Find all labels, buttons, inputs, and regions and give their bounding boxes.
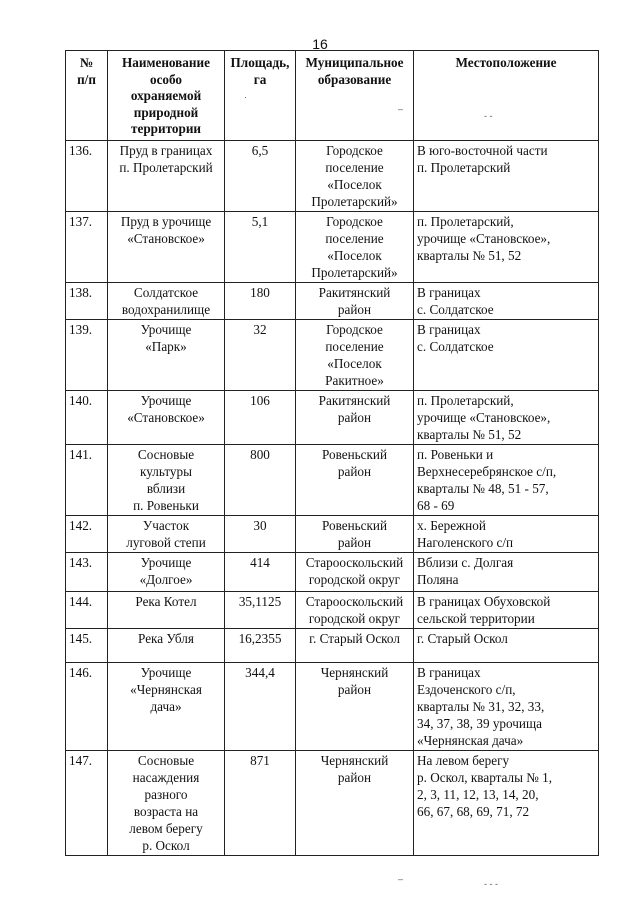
table-row: [66, 592, 599, 629]
cell-location: п. Ровеньки и Верхнесеребрянское с/п, кварталы № 48, 51 - 57, 68 - 69: [414, 445, 599, 516]
cell-location: В границах Обуховской сельской территории: [414, 592, 599, 629]
cell-location: х. Бережной Наголенского с/п: [414, 516, 599, 553]
cell-name: Сосновые культуры вблизи п. Ровеньки: [108, 445, 225, 516]
cell-municipality: Старооскольский городской округ: [296, 592, 414, 629]
cell-location: п. Пролетарский, урочище «Становское», кварталы № 51, 52: [414, 212, 599, 283]
header-municipality: Муниципальное образование: [296, 51, 414, 141]
cell-municipality: Ровеньский район: [296, 516, 414, 553]
cell-location: В юго-восточной части п. Пролетарский: [414, 141, 599, 212]
header-num: № п/п: [66, 51, 108, 141]
header-location: Местоположение: [414, 51, 599, 141]
cell-area: 344,4: [225, 663, 296, 751]
cell-name: Река Убля: [108, 629, 225, 663]
table-row: [66, 516, 599, 553]
cell-num: 147.: [66, 751, 108, 856]
table-row: [66, 212, 599, 283]
cell-area: 5,1: [225, 212, 296, 283]
cell-name: Урочище «Долгое»: [108, 553, 225, 592]
scan-mark: ·: [244, 92, 247, 102]
cell-num: 136.: [66, 141, 108, 212]
table-row: [66, 391, 599, 445]
cell-municipality: Городское поселение «Поселок Ракитное»: [296, 320, 414, 391]
cell-num: 137.: [66, 212, 108, 283]
cell-area: 106: [225, 391, 296, 445]
cell-municipality: Ракитянский район: [296, 391, 414, 445]
cell-num: 140.: [66, 391, 108, 445]
cell-area: 800: [225, 445, 296, 516]
header-name: Наименование особо охраняемой природной территории: [108, 51, 225, 141]
cell-num: 143.: [66, 553, 108, 592]
cell-name: Урочище «Парк»: [108, 320, 225, 391]
cell-municipality: Ракитянский район: [296, 283, 414, 320]
scan-mark: –: [398, 874, 404, 884]
cell-municipality: Старооскольский городской округ: [296, 553, 414, 592]
cell-municipality: г. Старый Оскол: [296, 629, 414, 663]
cell-num: 145.: [66, 629, 108, 663]
cell-location: п. Пролетарский, урочище «Становское», кварталы № 51, 52: [414, 391, 599, 445]
table-row: [66, 553, 599, 592]
table-row: [66, 663, 599, 751]
table-row: [66, 751, 599, 856]
table-row: [66, 629, 599, 663]
cell-num: 139.: [66, 320, 108, 391]
cell-area: 180: [225, 283, 296, 320]
cell-name: Река Котел: [108, 592, 225, 629]
cell-name: Пруд в урочище «Становское»: [108, 212, 225, 283]
cell-area: 32: [225, 320, 296, 391]
header-area: Площадь, га: [225, 51, 296, 141]
cell-name: Урочище «Становское»: [108, 391, 225, 445]
cell-location: На левом берегу р. Оскол, кварталы № 1, 2, 3, 11, 12, 13, 14, 20, 66, 67, 68, 69, 71, 72: [414, 751, 599, 856]
cell-location: В границах Ездоченского с/п, кварталы № 31, 32, 33, 34, 37, 38, 39 урочища «Чернянская дача»: [414, 663, 599, 751]
cell-name: Участок луговой степи: [108, 516, 225, 553]
cell-municipality: Чернянский район: [296, 663, 414, 751]
table-row: [66, 141, 599, 212]
table-header-row: [66, 51, 599, 141]
cell-area: 30: [225, 516, 296, 553]
cell-name: Сосновые насаждения разного возраста на левом берегу р. Оскол: [108, 751, 225, 856]
cell-num: 144.: [66, 592, 108, 629]
cell-municipality: Городское поселение «Поселок Пролетарский»: [296, 212, 414, 283]
cell-area: 414: [225, 553, 296, 592]
cell-area: 16,2355: [225, 629, 296, 663]
cell-num: 138.: [66, 283, 108, 320]
cell-num: 146.: [66, 663, 108, 751]
cell-location: В границах с. Солдатское: [414, 320, 599, 391]
scan-mark: - - -: [484, 879, 498, 889]
cell-municipality: Городское поселение «Поселок Пролетарский»: [296, 141, 414, 212]
cell-num: 142.: [66, 516, 108, 553]
table-row: [66, 320, 599, 391]
cell-location: г. Старый Оскол: [414, 629, 599, 663]
page-number: 16: [312, 36, 328, 52]
cell-num: 141.: [66, 445, 108, 516]
cell-area: 6,5: [225, 141, 296, 212]
cell-name: Урочище «Чернянская дача»: [108, 663, 225, 751]
cell-location: Вблизи с. Долгая Поляна: [414, 553, 599, 592]
table-row: [66, 445, 599, 516]
scan-mark: –: [398, 104, 404, 114]
cell-area: 35,1125: [225, 592, 296, 629]
cell-location: В границах с. Солдатское: [414, 283, 599, 320]
protected-areas-table: [65, 50, 599, 856]
cell-name: Пруд в границах п. Пролетарский: [108, 141, 225, 212]
cell-municipality: Ровеньский район: [296, 445, 414, 516]
cell-name: Солдатское водохранилище: [108, 283, 225, 320]
cell-municipality: Чернянский район: [296, 751, 414, 856]
table-row: [66, 283, 599, 320]
cell-area: 871: [225, 751, 296, 856]
scan-mark: - -: [484, 111, 493, 121]
